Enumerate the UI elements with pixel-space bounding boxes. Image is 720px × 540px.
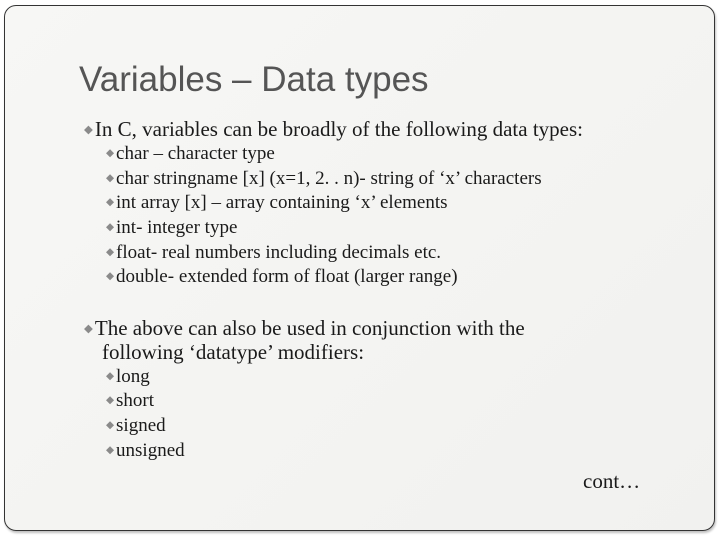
bullet-icon: ◆ bbox=[106, 247, 115, 259]
bullet-icon: ◆ bbox=[106, 173, 115, 185]
list-item-type bbox=[106, 266, 458, 288]
bullet-icon: ◆ bbox=[106, 420, 115, 432]
list-item-text: unsigned bbox=[116, 440, 185, 461]
bullet-modifiers-intro bbox=[84, 316, 525, 341]
bullet-icon: ◆ bbox=[106, 148, 115, 160]
bullet-icon: ◆ bbox=[84, 323, 93, 336]
list-item-modifier bbox=[106, 366, 150, 388]
bullet-icon: ◆ bbox=[106, 271, 115, 283]
list-item-text: double- extended form of float (larger range) bbox=[116, 266, 458, 287]
bullet-intro-text: In C, variables can be broadly of the following data types: bbox=[94, 117, 583, 141]
bullet-icon: ◆ bbox=[84, 124, 93, 137]
list-item-text: char stringname [x] (x=1, 2. . n)- string of ‘x’ characters bbox=[116, 168, 542, 189]
bullet-icon: ◆ bbox=[106, 395, 115, 407]
list-item-modifier bbox=[106, 390, 154, 412]
list-item-text: signed bbox=[116, 415, 166, 436]
bullet-modifiers-intro-cont: following ‘datatype’ modifiers: bbox=[102, 340, 365, 364]
list-item-type bbox=[106, 143, 275, 165]
bullet-modifiers-intro-text: The above can also be used in conjunction with the bbox=[94, 316, 525, 340]
list-item-type bbox=[106, 217, 237, 239]
bullet-icon: ◆ bbox=[106, 197, 115, 209]
list-item-text: char – character type bbox=[116, 143, 275, 164]
list-item-modifier bbox=[106, 440, 185, 462]
slide-title: Variables – Data types bbox=[79, 60, 429, 99]
bullet-icon: ◆ bbox=[106, 222, 115, 234]
list-item-text: long bbox=[116, 366, 150, 387]
continuation-text: cont… bbox=[583, 469, 641, 493]
list-item-type bbox=[106, 168, 542, 190]
list-item-text: int- integer type bbox=[116, 217, 238, 238]
list-item-type bbox=[106, 192, 448, 214]
list-item-text: float- real numbers including decimals etc. bbox=[116, 242, 442, 263]
list-item-modifier bbox=[106, 415, 166, 437]
list-item-text: int array [x] – array containing ‘x’ elements bbox=[116, 192, 448, 213]
list-item-type bbox=[106, 242, 441, 264]
list-item-text: short bbox=[116, 390, 155, 411]
bullet-icon: ◆ bbox=[106, 445, 115, 457]
bullet-icon: ◆ bbox=[106, 371, 115, 383]
bullet-intro bbox=[84, 117, 583, 142]
